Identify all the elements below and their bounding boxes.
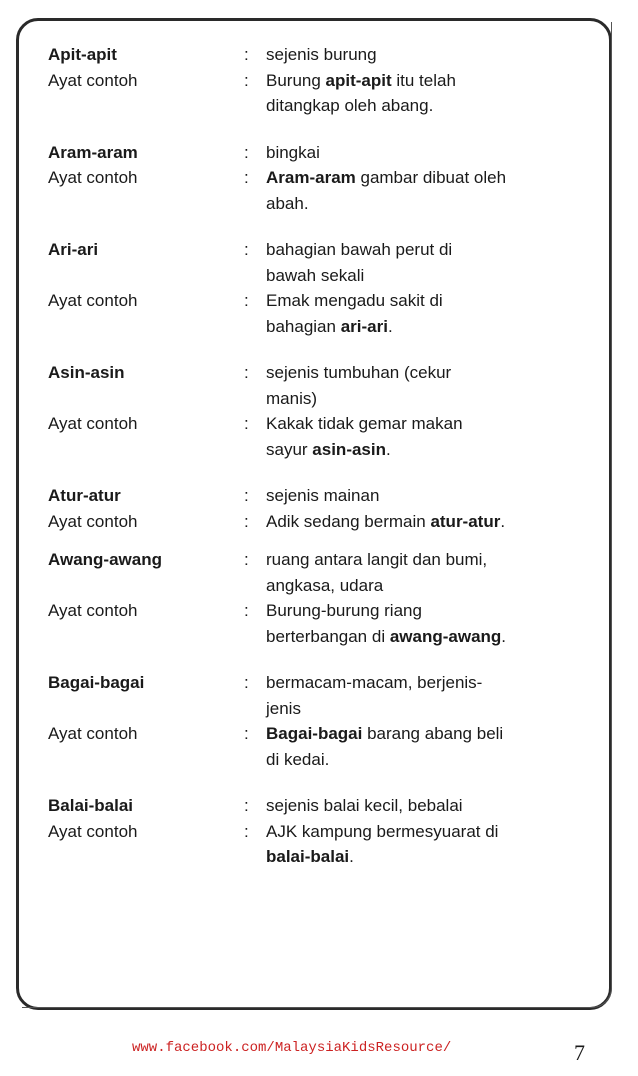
entry-meaning: sejenis burung [266, 45, 377, 64]
entry-meaning: sejenis balai kecil, bebalai [266, 796, 463, 815]
entry-meaning: bahagian bawah perut di [266, 240, 453, 259]
example-sentence [266, 165, 598, 191]
entry-term: Atur-atur [48, 486, 121, 505]
sentence-text: abah. [266, 193, 309, 213]
example-label: Ayat contoh [48, 724, 138, 743]
example-label: Ayat contoh [48, 821, 138, 841]
sentence-text: . [500, 511, 506, 531]
example-sentence [266, 68, 598, 94]
entry-meaning: bawah sekali [266, 265, 365, 285]
example-sentence [266, 93, 598, 119]
sentence-text: ditangkap oleh abang. [266, 96, 434, 115]
colon-separator: : [244, 291, 249, 310]
example-sentence [266, 437, 598, 463]
colon-separator: : [244, 240, 249, 259]
colon-separator: : [244, 511, 249, 531]
colon-separator: : [244, 414, 249, 433]
colon-separator: : [244, 70, 249, 90]
entry-meaning: bingkai [266, 142, 320, 162]
sentence-text: Kakak tidak gemar makan [266, 414, 463, 433]
sentence-text: . [387, 316, 393, 336]
colon-separator: : [244, 821, 249, 841]
example-sentence [266, 598, 598, 624]
sentence-text: gambar dibuat oleh [355, 168, 507, 187]
highlighted-term: awang-awang [389, 626, 502, 646]
glossary-list [48, 42, 598, 891]
glossary-entry [48, 483, 598, 534]
colon-separator: : [244, 363, 249, 382]
glossary-entry [48, 360, 598, 462]
colon-separator: : [244, 724, 249, 743]
sentence-text: Adik sedang bermain [266, 511, 431, 531]
example-label: Ayat contoh [48, 168, 138, 187]
example-sentence [266, 509, 598, 535]
entry-term: Apit-apit [48, 45, 117, 64]
example-sentence [266, 191, 598, 217]
colon-separator: : [244, 142, 249, 162]
glossary-entry [48, 237, 598, 339]
highlighted-term: Aram-aram [266, 168, 356, 187]
sentence-text: . [501, 626, 507, 646]
example-sentence [266, 721, 598, 747]
entry-term: Balai-balai [48, 796, 134, 815]
example-label: Ayat contoh [48, 511, 138, 531]
colon-separator: : [244, 673, 249, 692]
example-sentence [266, 411, 598, 437]
colon-separator: : [244, 45, 249, 64]
highlighted-term: apit-apit [325, 70, 392, 90]
example-label: Ayat contoh [48, 70, 138, 90]
highlighted-term: asin-asin [312, 439, 386, 459]
example-sentence [266, 747, 598, 773]
sentence-text: . [349, 847, 354, 866]
glossary-entry [48, 140, 598, 217]
entry-meaning: sejenis tumbuhan (cekur [266, 363, 452, 382]
entry-meaning: sejenis mainan [266, 486, 380, 505]
entry-meaning: bermacam-macam, berjenis- [266, 673, 483, 692]
highlighted-term: ari-ari [340, 316, 388, 336]
glossary-entry [48, 793, 598, 870]
sentence-text: AJK kampung bermesyuarat di [266, 821, 499, 841]
entry-term: Bagai-bagai [48, 673, 145, 692]
entry-term: Awang-awang [48, 550, 162, 569]
entry-meaning: angkasa, udara [266, 575, 384, 595]
facebook-link[interactable]: www.facebook.com/MalaysiaKidsResource/ [132, 1040, 452, 1056]
sentence-text: Burung [266, 70, 326, 90]
sentence-text: sayur [266, 439, 313, 459]
example-label: Ayat contoh [48, 601, 138, 620]
sentence-text: barang abang beli [362, 724, 504, 743]
example-sentence [266, 314, 598, 340]
example-sentence [266, 819, 598, 845]
example-sentence [266, 288, 598, 314]
entry-term: Ari-ari [48, 240, 99, 259]
example-sentence [266, 624, 598, 650]
entry-term: Aram-aram [48, 142, 138, 162]
colon-separator: : [244, 550, 249, 569]
entry-meaning: manis) [266, 388, 318, 408]
sentence-text: di kedai. [266, 749, 330, 769]
colon-separator: : [244, 796, 249, 815]
colon-separator: : [244, 486, 249, 505]
example-sentence [266, 844, 598, 870]
sentence-text: berterbangan di [266, 626, 390, 646]
sentence-text: Emak mengadu sakit di [266, 291, 443, 310]
glossary-entry [48, 670, 598, 772]
highlighted-term: balai-balai [266, 847, 350, 866]
entry-meaning: ruang antara langit dan bumi, [266, 550, 488, 569]
sentence-text: bahagian [266, 316, 341, 336]
glossary-entry [48, 42, 598, 119]
sentence-text: . [386, 439, 391, 459]
entry-meaning: jenis [266, 698, 301, 718]
highlighted-term: atur-atur [430, 511, 501, 531]
glossary-entry [48, 547, 598, 649]
entry-term: Asin-asin [48, 363, 125, 382]
colon-separator: : [244, 601, 249, 620]
example-label: Ayat contoh [48, 291, 138, 310]
colon-separator: : [244, 168, 249, 187]
highlighted-term: Bagai-bagai [266, 724, 363, 743]
example-label: Ayat contoh [48, 414, 138, 433]
sentence-text: Burung-burung riang [266, 601, 422, 620]
sentence-text: itu telah [391, 70, 456, 90]
page-number: 7 [574, 1040, 585, 1065]
